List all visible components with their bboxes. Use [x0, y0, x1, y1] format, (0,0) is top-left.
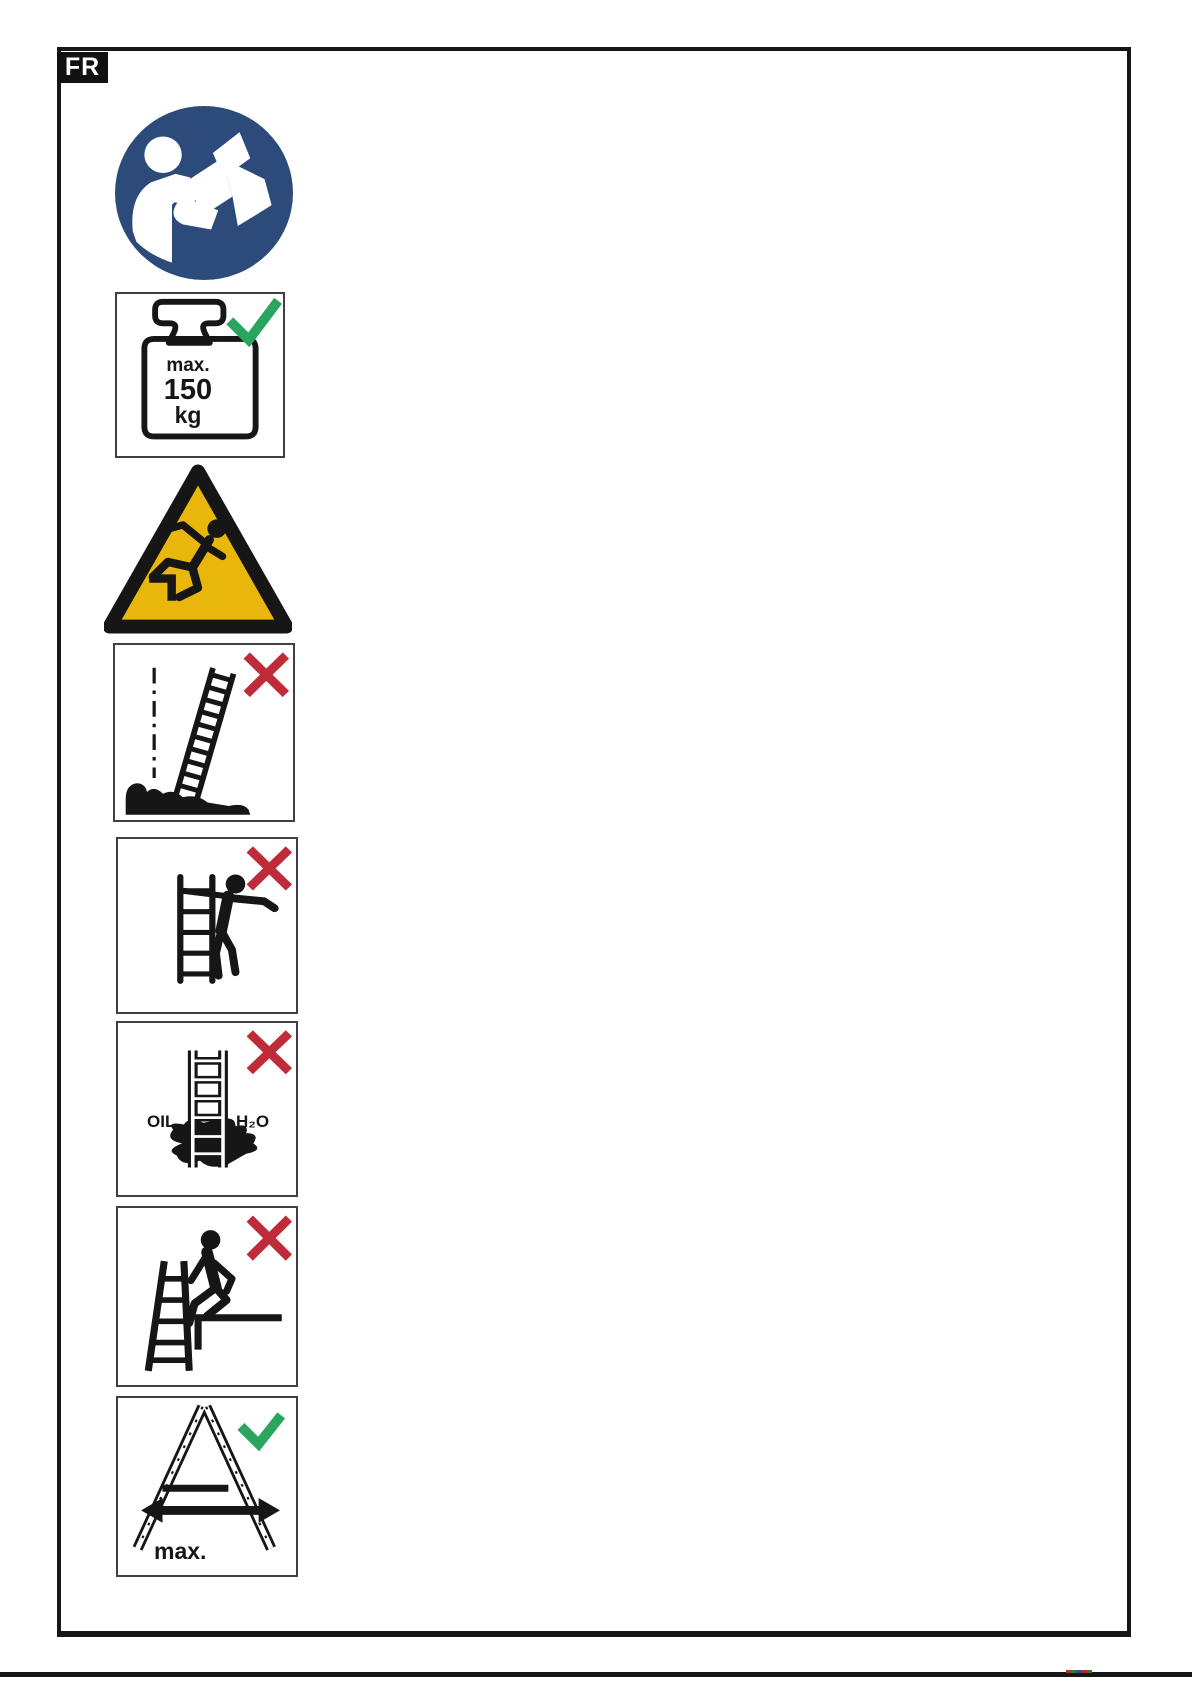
- red-cross-icon: [247, 656, 286, 695]
- water-label: H₂O: [236, 1112, 270, 1131]
- max-load-icon: [115, 292, 285, 458]
- overreach-glyph: [118, 839, 296, 1012]
- unstable-ground-prohibited-icon: [113, 643, 295, 822]
- language-badge: FR: [57, 52, 108, 83]
- page-bottom-rule: [0, 1672, 1192, 1677]
- red-cross-icon: [250, 1033, 289, 1071]
- red-cross-icon: [250, 849, 289, 887]
- oil-water-glyph: [118, 1023, 296, 1195]
- read-manual-glyph: [115, 106, 293, 280]
- green-check-icon: [244, 1419, 278, 1444]
- max-load-label: max.: [166, 355, 210, 376]
- green-check-icon: [233, 305, 275, 340]
- max-load-value: 150: [163, 374, 213, 406]
- slippery-surface-prohibited-icon: [116, 1021, 298, 1197]
- overreach-prohibited-icon: [116, 837, 298, 1014]
- fall-hazard-icon: [104, 464, 292, 634]
- step-across-prohibited-icon: [116, 1206, 298, 1387]
- print-registration-marks: [1066, 1670, 1092, 1673]
- red-cross-icon: [250, 1219, 289, 1258]
- leaning-ladder-glyph: [115, 645, 293, 820]
- read-manual-icon: [115, 106, 293, 280]
- full-opening-stepladder-icon: [116, 1396, 298, 1577]
- max-width-label: max.: [154, 1538, 207, 1564]
- step-across-glyph: [118, 1208, 296, 1385]
- max-load-unit: kg: [174, 402, 202, 428]
- warning-triangle-glyph: [104, 464, 292, 634]
- stepladder-glyph: [118, 1398, 296, 1575]
- oil-label: OIL: [147, 1112, 176, 1131]
